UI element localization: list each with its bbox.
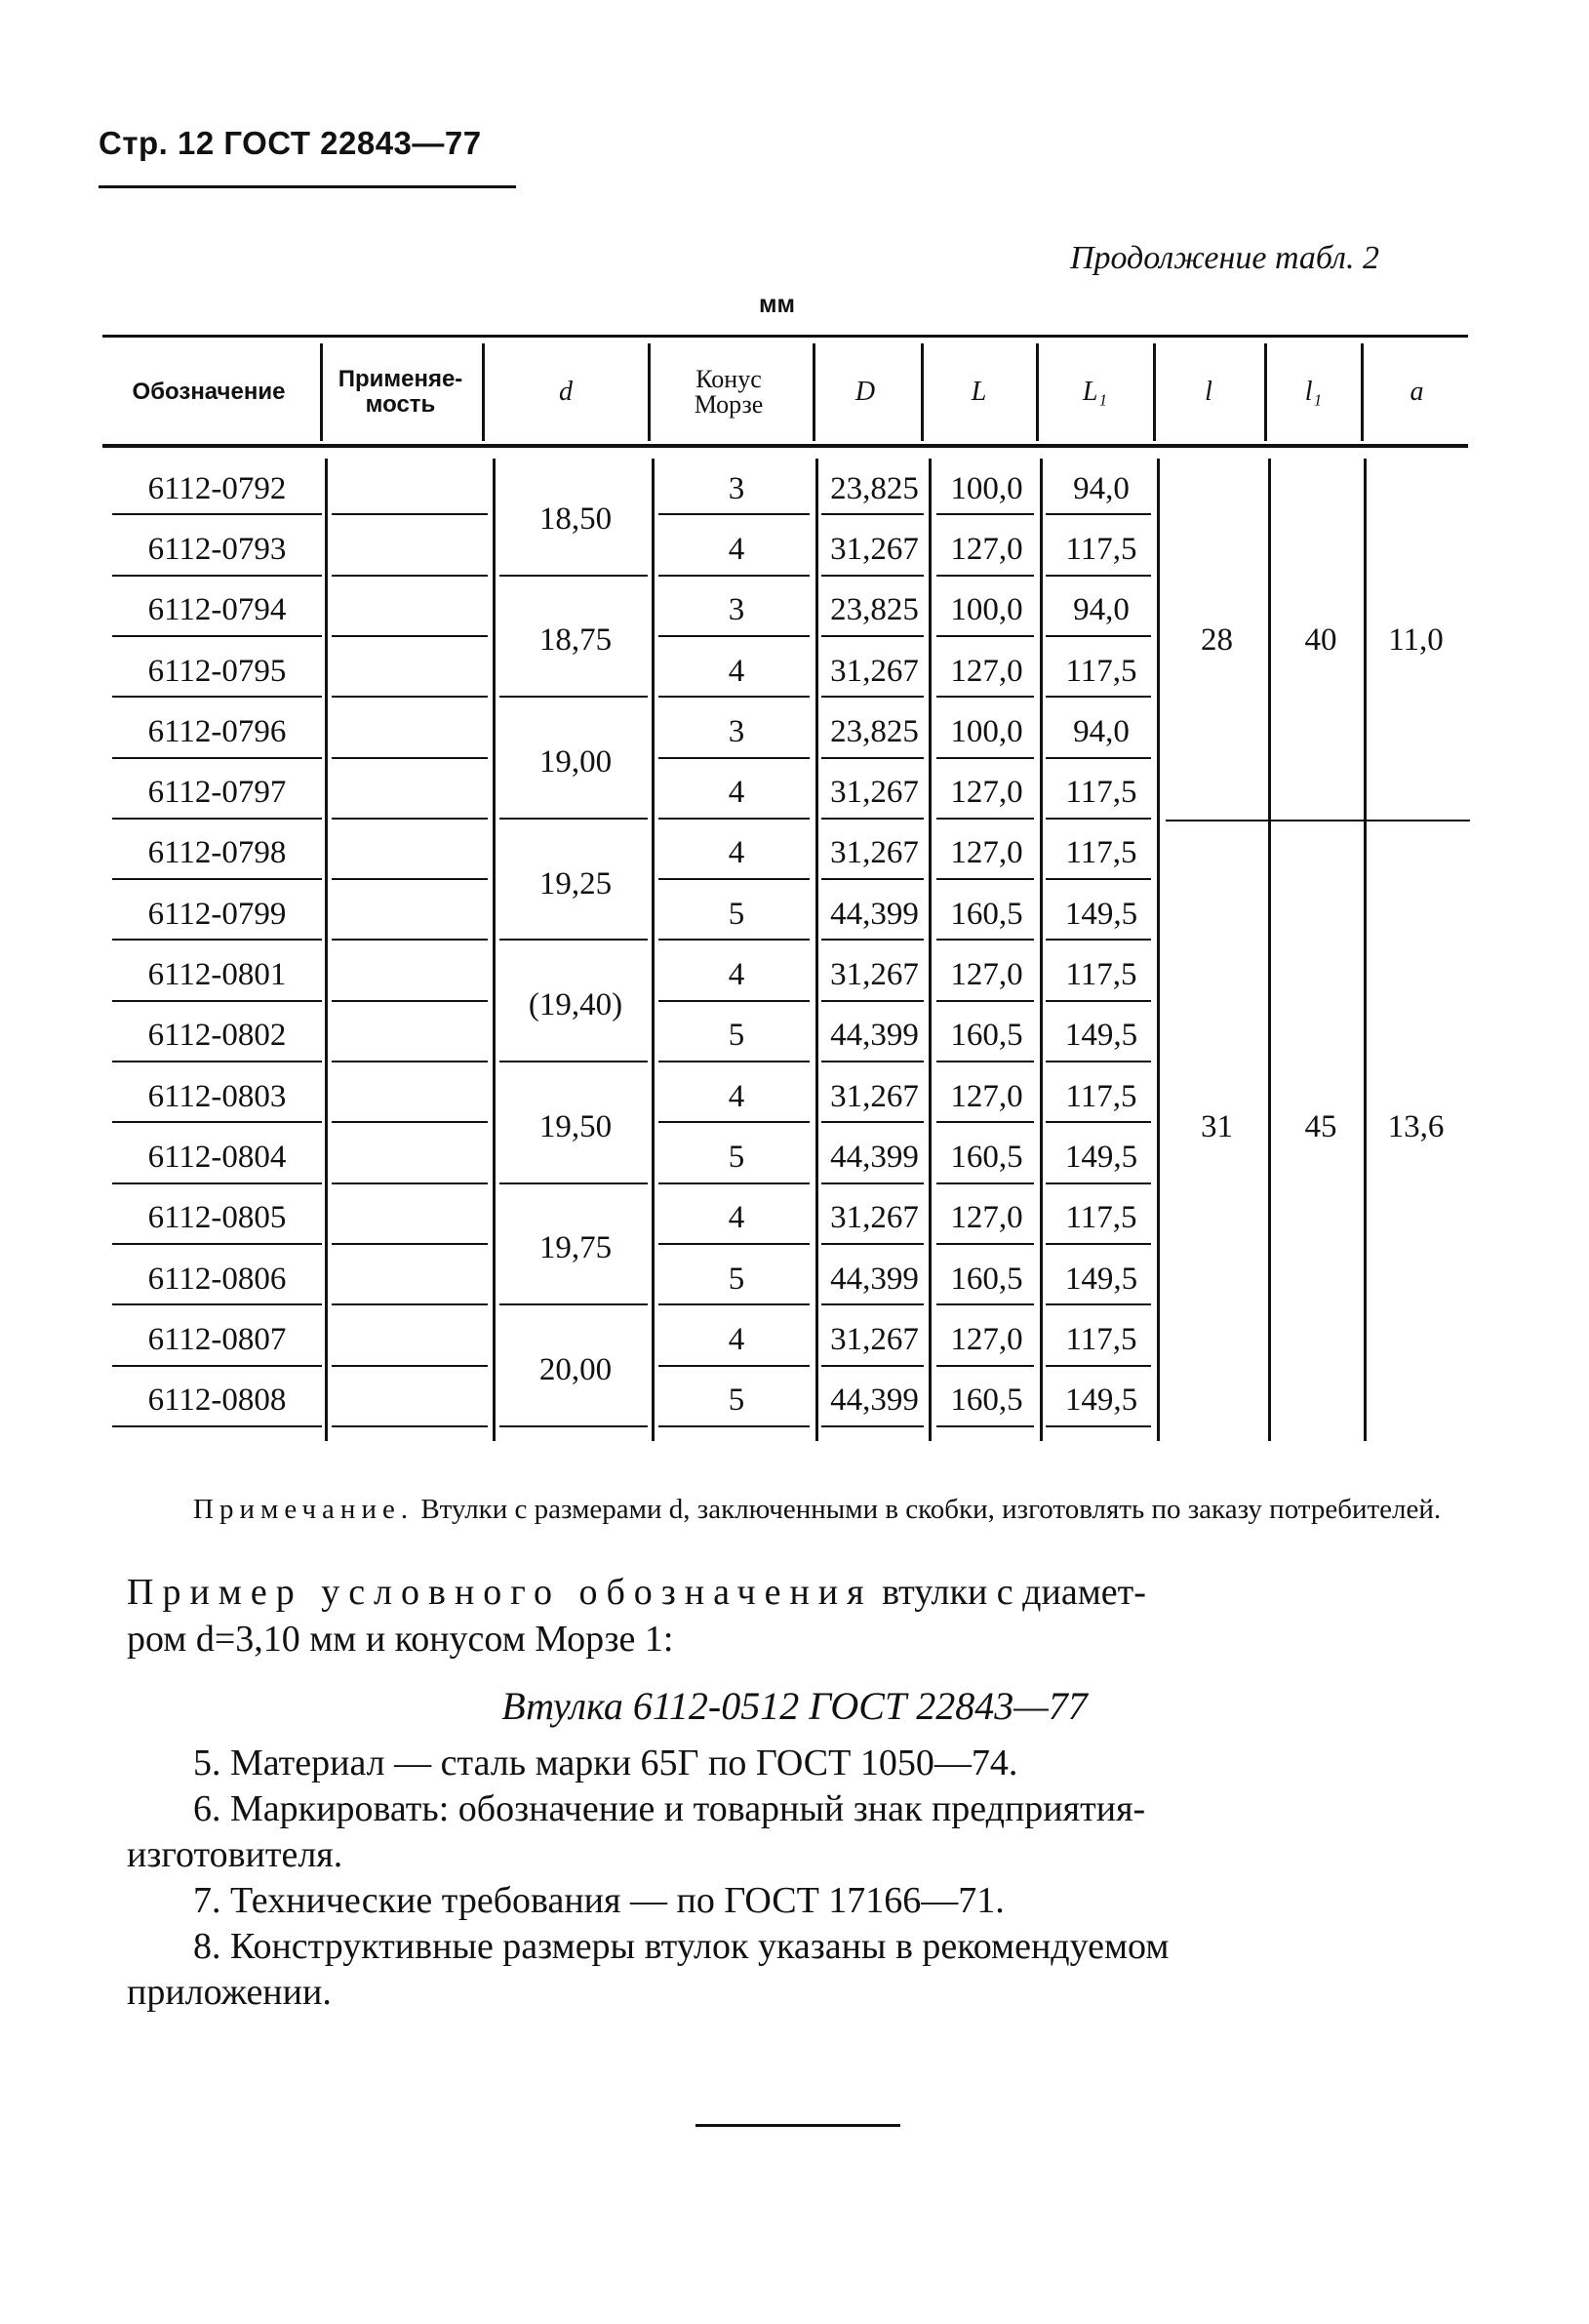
row-rule-applicability: [332, 575, 488, 577]
group-b-l1: 45: [1304, 1108, 1337, 1144]
row-D: 44,399: [830, 1139, 919, 1175]
row-L1: 117,5: [1065, 1200, 1137, 1236]
row-cone: 4: [728, 531, 745, 567]
row-rule-cone: [658, 757, 810, 759]
row-rule-L1: [1046, 1182, 1151, 1184]
row-rule-D: [821, 635, 924, 637]
row-rule-D: [821, 818, 924, 820]
example-label: Пример условного обозначения: [127, 1572, 873, 1613]
header-d: d: [559, 377, 573, 407]
row-designation: 6112-0795: [147, 653, 287, 689]
header-separator: [482, 343, 485, 441]
row-L1: 94,0: [1073, 713, 1130, 749]
units-label: мм: [759, 291, 795, 318]
header-D: D: [854, 377, 876, 407]
row-cone: 4: [728, 653, 745, 689]
row-rule-applicability: [332, 1243, 488, 1245]
group-a-a: 11,0: [1388, 622, 1444, 659]
row-rule-L: [936, 513, 1034, 515]
row-rule-D: [821, 1425, 924, 1427]
row-rule-cone: [658, 1425, 810, 1427]
row-D: 31,267: [830, 653, 919, 689]
row-rule-designation: [112, 1182, 322, 1184]
row-rule-L1: [1046, 1243, 1151, 1245]
row-rule-designation: [112, 635, 322, 637]
header-l: l: [1205, 377, 1212, 407]
row-rule-d: [499, 1061, 648, 1062]
row-L1: 149,5: [1064, 1261, 1138, 1297]
row-rule-applicability: [332, 1303, 488, 1305]
row-rule-applicability: [332, 818, 488, 820]
row-designation: 6112-0808: [147, 1382, 287, 1419]
row-L1: 117,5: [1065, 1321, 1137, 1357]
row-rule-L1: [1046, 818, 1151, 820]
row-rule-D: [821, 1365, 924, 1367]
row-D: 31,267: [830, 1321, 919, 1357]
row-rule-D: [821, 1121, 924, 1123]
row-rule-D: [821, 939, 924, 941]
row-L: 127,0: [950, 531, 1023, 567]
row-rule-L: [936, 878, 1034, 880]
row-rule-applicability: [332, 757, 488, 759]
row-rule-d: [499, 1303, 648, 1305]
row-designation: 6112-0804: [147, 1139, 287, 1175]
row-rule-d: [499, 1425, 648, 1427]
row-L1: 149,5: [1064, 1382, 1138, 1419]
row-rule-L: [936, 696, 1034, 698]
row-d-group: 19,75: [538, 1230, 613, 1266]
group-a-l1: 40: [1304, 622, 1337, 659]
row-D: 44,399: [830, 1382, 919, 1419]
row-rule-L1: [1046, 939, 1151, 941]
row-rule-designation: [112, 757, 322, 759]
row-cone: 4: [728, 957, 745, 993]
table-note: [193, 1490, 1490, 1529]
row-L1: 149,5: [1064, 1139, 1138, 1175]
header-applicability-line2: мость: [365, 391, 436, 418]
row-rule-L1: [1046, 696, 1151, 698]
row-L1: 149,5: [1064, 896, 1138, 932]
row-rule-cone: [658, 818, 810, 820]
row-rule-cone: [658, 1000, 810, 1002]
header-separator: [648, 343, 651, 441]
row-rule-L1: [1046, 1000, 1151, 1002]
paragraph-5: 5. Материал — сталь марки 65Г по ГОСТ 1050—74.: [193, 1743, 1018, 1783]
row-rule-L: [936, 1425, 1034, 1427]
row-designation: 6112-0798: [147, 835, 287, 871]
row-rule-L: [936, 757, 1034, 759]
header-applicability-line1: Применяе-: [338, 366, 463, 392]
row-designation: 6112-0792: [147, 470, 287, 506]
row-rule-L: [936, 1243, 1034, 1245]
paragraph-8-cont: приложении.: [127, 1972, 332, 2013]
row-L: 127,0: [950, 653, 1023, 689]
body-separator: [325, 459, 328, 1441]
header-separator: [1264, 343, 1267, 441]
row-D: 31,267: [830, 531, 919, 567]
row-rule-L: [936, 818, 1034, 820]
page-header: Стр. 12 ГОСТ 22843—77: [99, 125, 482, 161]
row-rule-designation: [112, 818, 322, 820]
row-rule-D: [821, 513, 924, 515]
row-L1: 94,0: [1073, 592, 1130, 628]
row-rule-applicability: [332, 1182, 488, 1184]
row-rule-D: [821, 1303, 924, 1305]
header-applicability: [320, 351, 481, 433]
row-d-group: 18,75: [538, 622, 613, 659]
table-header-rule: [102, 444, 1468, 448]
row-cone: 3: [728, 713, 745, 749]
row-rule-designation: [112, 513, 322, 515]
row-L1: 117,5: [1065, 775, 1137, 811]
row-rule-designation: [112, 1121, 322, 1123]
header-a: a: [1410, 377, 1424, 407]
row-rule-applicability: [332, 1121, 488, 1123]
row-D: 31,267: [830, 957, 919, 993]
row-rule-cone: [658, 635, 810, 637]
row-cone: 3: [728, 470, 745, 506]
row-rule-d: [499, 575, 648, 577]
row-cone: 5: [728, 1382, 745, 1419]
row-designation: 6112-0805: [147, 1200, 287, 1236]
row-rule-cone: [658, 1121, 810, 1123]
row-cone: 4: [728, 1321, 745, 1357]
row-rule-applicability: [332, 1000, 488, 1002]
row-rule-d: [499, 818, 648, 820]
row-rule-L1: [1046, 1365, 1151, 1367]
example-line2: ром d=3,10 мм и конусом Морзе 1:: [127, 1619, 674, 1660]
header-separator: [1361, 343, 1364, 441]
header-separator: [320, 343, 323, 441]
row-rule-cone: [658, 575, 810, 577]
row-rule-cone: [658, 878, 810, 880]
row-cone: 5: [728, 1139, 745, 1175]
row-L1: 94,0: [1073, 470, 1130, 506]
row-D: 31,267: [830, 1078, 919, 1114]
row-rule-designation: [112, 1000, 322, 1002]
row-rule-applicability: [332, 635, 488, 637]
row-L: 100,0: [950, 592, 1023, 628]
row-rule-L1: [1046, 635, 1151, 637]
row-designation: 6112-0803: [147, 1078, 287, 1114]
row-rule-L: [936, 635, 1034, 637]
row-rule-cone: [658, 1061, 810, 1062]
continuation-caption: Продолжение табл. 2: [1069, 240, 1379, 276]
row-D: 23,825: [830, 713, 919, 749]
row-L: 100,0: [950, 470, 1023, 506]
row-designation: 6112-0799: [147, 896, 287, 932]
row-rule-cone: [658, 513, 810, 515]
row-designation: 6112-0806: [147, 1261, 287, 1297]
row-d-group: (19,40): [528, 987, 623, 1023]
header-separator: [813, 343, 815, 441]
row-L: 160,5: [950, 896, 1023, 932]
row-designation: 6112-0807: [147, 1321, 287, 1357]
row-L: 127,0: [950, 1321, 1023, 1357]
row-rule-L1: [1046, 1061, 1151, 1062]
group-a-l: 28: [1201, 622, 1233, 659]
row-rule-L: [936, 1303, 1034, 1305]
row-L1: 117,5: [1065, 957, 1137, 993]
row-D: 44,399: [830, 1261, 919, 1297]
row-rule-L: [936, 575, 1034, 577]
row-rule-D: [821, 878, 924, 880]
row-designation: 6112-0793: [147, 531, 287, 567]
row-rule-d: [499, 696, 648, 698]
row-rule-D: [821, 1000, 924, 1002]
row-rule-L1: [1046, 757, 1151, 759]
group-a-rule: [1166, 820, 1470, 821]
row-cone: 4: [728, 775, 745, 811]
paragraph-7: 7. Технические требования — по ГОСТ 17166—71.: [193, 1880, 1005, 1921]
row-designation: 6112-0796: [147, 713, 287, 749]
row-rule-cone: [658, 939, 810, 941]
row-designation: 6112-0801: [147, 957, 287, 993]
row-cone: 4: [728, 835, 745, 871]
header-separator: [1036, 343, 1039, 441]
row-d-group: 19,25: [538, 865, 613, 902]
row-D: 23,825: [830, 592, 919, 628]
header-L1: L₁: [1082, 377, 1108, 407]
row-L1: 117,5: [1065, 1078, 1137, 1114]
row-cone: 5: [728, 1018, 745, 1054]
row-L: 160,5: [950, 1018, 1023, 1054]
header-separator: [1153, 343, 1156, 441]
row-D: 44,399: [830, 896, 919, 932]
row-rule-designation: [112, 696, 322, 698]
row-cone: 4: [728, 1200, 745, 1236]
header-l1: l₁: [1304, 377, 1323, 407]
row-rule-L: [936, 1061, 1034, 1062]
row-rule-L1: [1046, 1303, 1151, 1305]
row-d-group: 20,00: [538, 1351, 613, 1387]
note-label: Примечание.: [193, 1494, 415, 1525]
row-designation: 6112-0802: [147, 1018, 287, 1054]
row-D: 31,267: [830, 1200, 919, 1236]
row-rule-applicability: [332, 1365, 488, 1367]
paragraph-6-cont: изготовителя.: [127, 1834, 343, 1875]
row-d-group: 19,50: [538, 1108, 613, 1144]
row-rule-L: [936, 1365, 1034, 1367]
row-L: 127,0: [950, 957, 1023, 993]
note-text: Втулки с размерами d, заключенными в скобки, изготовлять по заказу потребителей.: [420, 1494, 1442, 1525]
paragraph-8: 8. Конструктивные размеры втулок указаны в рекомендуемом: [193, 1926, 1170, 1967]
row-rule-cone: [658, 1303, 810, 1305]
row-rule-cone: [658, 1182, 810, 1184]
row-D: 23,825: [830, 470, 919, 506]
row-rule-designation: [112, 1303, 322, 1305]
row-L: 160,5: [950, 1261, 1023, 1297]
row-rule-designation: [112, 878, 322, 880]
row-L: 100,0: [950, 713, 1023, 749]
row-rule-L1: [1046, 1121, 1151, 1123]
example-designation: Втулка 6112-0512 ГОСТ 22843—77: [501, 1684, 1088, 1728]
example-text1: втулки с диамет-: [882, 1572, 1146, 1613]
row-L1: 117,5: [1065, 835, 1137, 871]
row-cone: 5: [728, 1261, 745, 1297]
row-D: 44,399: [830, 1018, 919, 1054]
row-rule-applicability: [332, 696, 488, 698]
row-rule-L1: [1046, 1425, 1151, 1427]
row-rule-L: [936, 1000, 1034, 1002]
row-rule-designation: [112, 1425, 322, 1427]
header-cone-line2: Морзе: [694, 390, 764, 419]
row-d-group: 18,50: [538, 501, 613, 537]
row-rule-d: [499, 1182, 648, 1184]
row-rule-D: [821, 575, 924, 577]
row-rule-cone: [658, 1243, 810, 1245]
row-rule-applicability: [332, 939, 488, 941]
row-rule-designation: [112, 1243, 322, 1245]
row-L: 127,0: [950, 1078, 1023, 1114]
row-rule-D: [821, 757, 924, 759]
group-b-a: 13,6: [1387, 1108, 1445, 1144]
row-cone: 4: [728, 1078, 745, 1114]
row-rule-applicability: [332, 1061, 488, 1062]
row-rule-L: [936, 1121, 1034, 1123]
header-cone-line1: Конус: [695, 365, 762, 393]
row-rule-applicability: [332, 1425, 488, 1427]
row-rule-D: [821, 1243, 924, 1245]
row-L: 127,0: [950, 1200, 1023, 1236]
row-cone: 5: [728, 896, 745, 932]
table-top-rule: [102, 335, 1468, 338]
row-L1: 117,5: [1065, 653, 1137, 689]
header-designation: Обозначение: [132, 379, 286, 405]
row-L1: 149,5: [1064, 1018, 1138, 1054]
row-rule-D: [821, 1182, 924, 1184]
row-D: 31,267: [830, 775, 919, 811]
row-rule-L: [936, 1182, 1034, 1184]
row-L: 127,0: [950, 835, 1023, 871]
row-designation: 6112-0797: [147, 775, 287, 811]
row-d-group: 19,00: [538, 743, 613, 780]
row-D: 31,267: [830, 835, 919, 871]
header-L: L: [971, 377, 987, 407]
row-rule-designation: [112, 1365, 322, 1367]
row-rule-cone: [658, 696, 810, 698]
row-L: 127,0: [950, 775, 1023, 811]
row-L: 160,5: [950, 1382, 1023, 1419]
row-rule-D: [821, 696, 924, 698]
row-rule-L1: [1046, 513, 1151, 515]
row-cone: 3: [728, 592, 745, 628]
row-rule-L: [936, 939, 1034, 941]
header-cone: [651, 351, 807, 433]
row-rule-applicability: [332, 513, 488, 515]
footer-rule: [695, 2124, 900, 2127]
header-separator: [921, 343, 924, 441]
row-rule-L1: [1046, 878, 1151, 880]
row-rule-designation: [112, 939, 322, 941]
row-rule-designation: [112, 575, 322, 577]
row-rule-d: [499, 939, 648, 941]
row-rule-D: [821, 1061, 924, 1062]
row-rule-applicability: [332, 878, 488, 880]
group-b-l: 31: [1201, 1108, 1233, 1144]
row-L1: 117,5: [1065, 531, 1137, 567]
row-rule-cone: [658, 1365, 810, 1367]
row-designation: 6112-0794: [147, 592, 287, 628]
row-rule-designation: [112, 1061, 322, 1062]
row-rule-L1: [1046, 575, 1151, 577]
paragraph-6: 6. Маркировать: обозначение и товарный знак предприятия-: [193, 1788, 1146, 1829]
example-line1: [127, 1569, 1494, 1616]
row-L: 160,5: [950, 1139, 1023, 1175]
